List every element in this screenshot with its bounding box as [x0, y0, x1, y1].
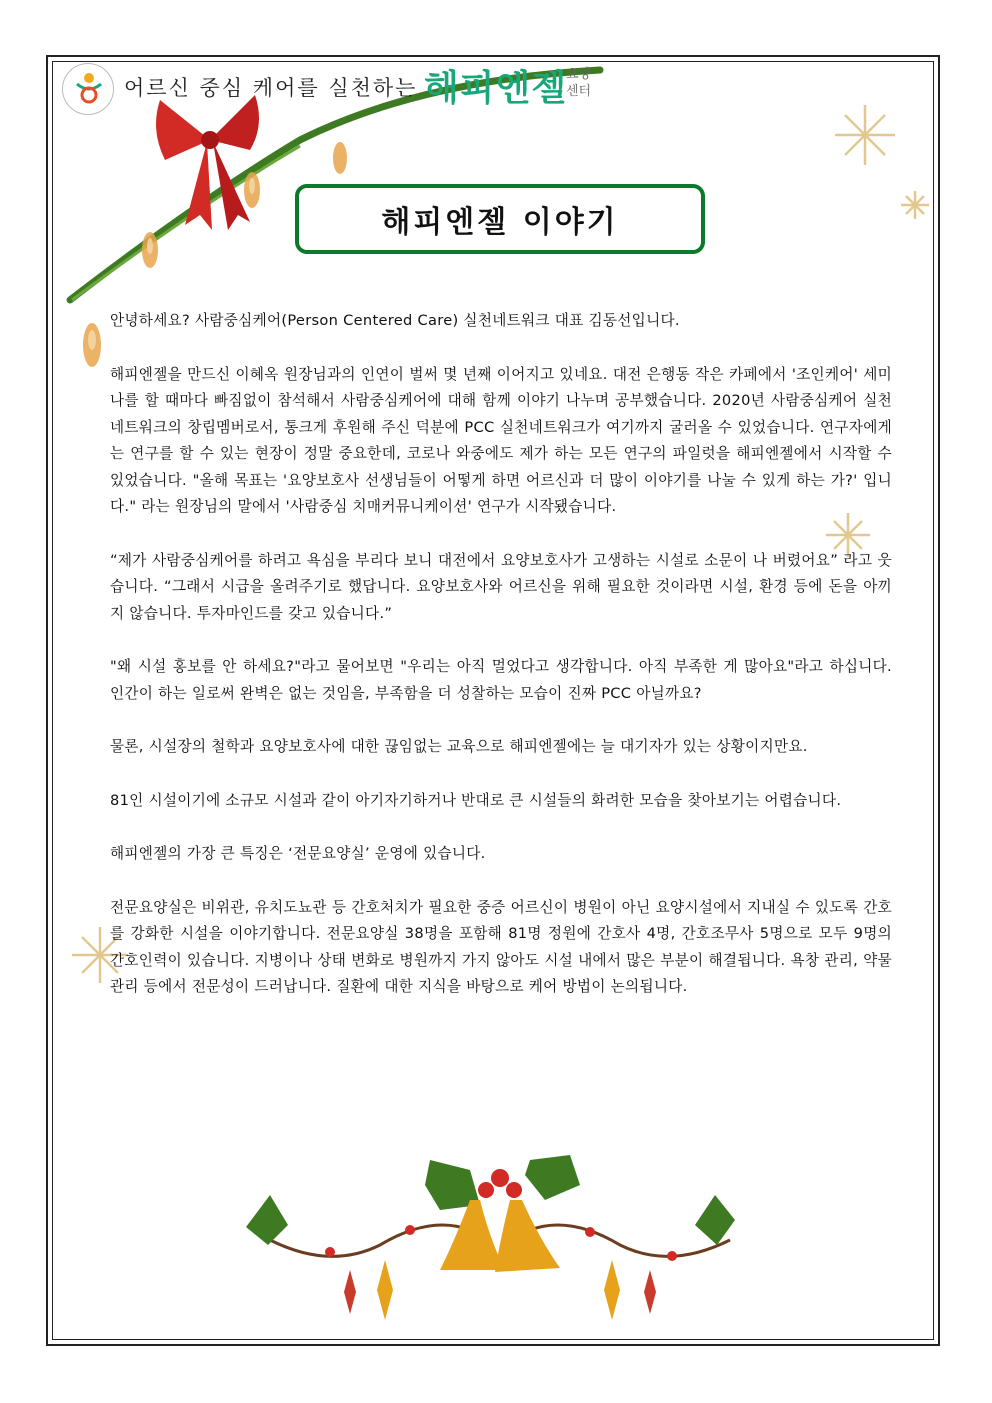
paragraph-greeting: 안녕하세요? 사람중심케어(Person Centered Care) 실천네트워크 대표 김동선입니다. [110, 312, 680, 329]
angel-logo-icon [63, 64, 115, 116]
page-title: 해피엔젤 이야기 [381, 205, 619, 240]
happy-angel-logo [62, 63, 114, 115]
paragraph-nursing: 전문요양실은 비위관, 유치도뇨관 등 간호처치가 필요한 중증 어르신이 병원이 아닌 요양시설에서 지내실 수 있도록 간호를 강화한 시설을 이야기합니다. 전문요양실 38명을 포함해 81명 정원에 간호사 4명, 간호조무사 5명으로 모두 9명의 간호인력이 있습니다. 지병이나 상태 변화로 병원까지 가지 않아도 시설 내에서 많은 부분이 해결됩니다. 욕창 관리, 약물관리 등에서 전문성이 드러납니다. 질환에 대한 지식을 바탕으로 케어 방법이 논의됩니다. [110, 898, 892, 995]
brand-name: 해피엔젤 [424, 68, 568, 109]
brand-suffix: 요양 센터 [566, 67, 592, 99]
paragraph-promotion: "왜 시설 홍보를 안 하세요?"라고 물어보면 "우리는 아직 멀었다고 생각합니다. 아직 부족한 게 많아요"라고 하십니다. 인간이 하는 일로써 완벽은 없는 것임을, 부족함을 더 성찰하는 모습이 진짜 PCC 아닐까요? [110, 658, 892, 702]
header-tagline: 어르신 중심 케어를 실천하는 [124, 76, 418, 100]
paragraph-quote: “제가 사람중심케어를 하려고 욕심을 부리다 보니 대전에서 요양보호사가 고생하는 시설로 소문이 나 버렸어요” 라고 웃습니다. “그래서 시급을 올려주기로 했답니다. 요양보호사와 어르신을 위해 필요한 것이라면 시설, 환경 등에 돈을 아끼지 않습니다. 투자마인드를 갖고 있습니다.” [110, 551, 892, 622]
paragraph-feature: 해피엔젤의 가장 큰 특징은 ‘전문요양실’ 운영에 있습니다. [110, 845, 486, 862]
title-box [295, 184, 705, 254]
paragraph-education: 물론, 시설장의 철학과 요양보호사에 대한 끊임없는 교육으로 해피엔젤에는 늘 대기자가 있는 상황이지만요. [110, 738, 808, 755]
paragraph-history: 해피엔젤을 만드신 이혜옥 원장님과의 인연이 벌써 몇 년째 이어지고 있네요. 대전 은행동 작은 카페에서 '조인케어' 세미나를 할 때마다 빠짐없이 참석해서 사람중심케어에 대해 함께 이야기 나누며 공부했습니다. 2020년 사람중심케어 실천네트워크의 창립멤버로서, 통크게 후원해 주신 덕분에 PCC 실천네트워크가 여기까지 굴러올 수 있었습니다. 연구자에게는 연구를 할 수 있는 현장이 정말 중요한데, 코로나 와중에도 제가 하는 모든 연구의 파일럿을 해피엔젤에서 시작할 수 있었습니다. "올해 목표는 '요양보호사 선생님들이 어떻게 하면 어르신과 더 많이 이야기를 나눌 수 있게 하는 가?' 입니다." 라는 원장님의 말에서 '사람중심 치매커뮤니케이션' 연구가 시작됐습니다. [110, 365, 892, 515]
article-body [110, 308, 892, 1028]
paragraph-size: 81인 시설이기에 소규모 시설과 같이 아기자기하거나 반대로 큰 시설들의 화려한 모습을 찾아보기는 어렵습니다. [110, 791, 842, 809]
